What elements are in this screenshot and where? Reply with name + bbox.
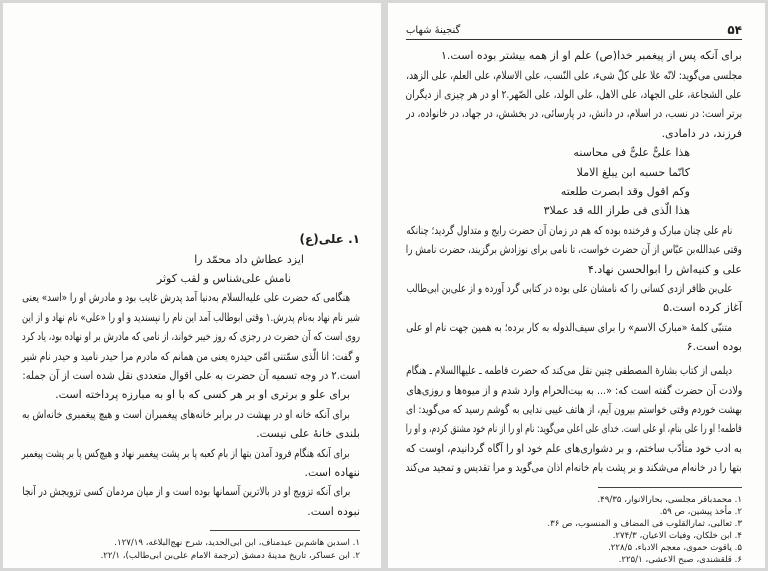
- footnote: [406, 494, 742, 506]
- text-line: [406, 458, 742, 477]
- line-text: برای علو و برتری او بر هر کسی که با او به مبارزه پرداخته است.: [55, 388, 350, 402]
- footnote: [406, 518, 742, 530]
- text-line: [22, 463, 360, 482]
- footnote-separator: [210, 530, 360, 531]
- line-text: برای آنکه تزویج او در بالاترین آسمانها بوده است و از میان مردمان کسی تزویجش در آنجا: [21, 485, 350, 499]
- text-line: [406, 318, 742, 337]
- text-line: [406, 439, 742, 458]
- line-text: نبوده است.: [307, 504, 360, 518]
- footnote: [22, 537, 360, 550]
- line-text: کانّما حسبه ابن یبلغ الاملا: [576, 165, 690, 179]
- footnote-text: ۶. قلقشندی، صبح الاعشی، ۲۲۵/۱.: [618, 555, 742, 565]
- text-line: [22, 482, 360, 501]
- line-text: بلندی خانهٔ علی نیست.: [256, 427, 360, 441]
- line-text: برای آنکه هنگام فرود آمدن بتها از بام کعبه پا بر پشت پیغمبر نهاد و هیچ‌کس پا بر پشت پیغمبر: [21, 446, 350, 460]
- verse-line: [22, 269, 360, 288]
- footnote-separator: [598, 487, 742, 488]
- verse-line: [22, 250, 360, 269]
- line-text: ایزد عطاش داد محمّد را: [194, 252, 304, 266]
- line-text: هنگامی که حضرت علی علیه‌السلام به‌دنیا آمد پدرش غایب بود و مادرش او را «اسد» یعنی: [22, 291, 350, 305]
- footnote: [406, 530, 742, 542]
- line-text: علی الشجاعة، علی الجهاد، علی الاهل، علی الولد، علی الصّهر.۲ او در هر چیزی از دیگران: [406, 88, 742, 102]
- line-text: به ادب خود متأدّب ساختم، و بر دشواری‌های علم خود او را آگاه گردانیدم، اوست که: [406, 441, 742, 455]
- text-line: [406, 221, 742, 240]
- page-header: [406, 22, 742, 38]
- text-line: [406, 298, 742, 317]
- line-text: است.۲ در وجه تسمیه آن حضرت به علی اقوال متعددی نقل شده است از آن جمله:: [22, 369, 360, 383]
- line-text: فرزند، در دامادی.: [661, 126, 742, 140]
- line-text: برای آنکه خانه او در بهشت در برابر خانه‌های پیغمبران است و هیچ پیغمبری خانه‌اش به: [22, 407, 350, 421]
- footnote-text: ۵. یاقوت حموی، معجم الادباء، ۲۲۸/۵.: [608, 543, 742, 553]
- verse-line: [406, 163, 742, 182]
- text-line: [22, 288, 360, 307]
- footnote: [406, 542, 742, 554]
- running-head: گنجینهٔ شهاب: [406, 24, 461, 36]
- line-text: ولادت آن حضرت گفته است که: «... به بیت‌الحرام وارد شدم و از میوه‌ها و روزی‌های: [405, 383, 742, 397]
- text-line: [406, 419, 742, 438]
- verse-line: [406, 182, 742, 201]
- text-line: [22, 327, 360, 346]
- footnote: [406, 554, 742, 566]
- text-line: [406, 400, 742, 419]
- footnote-text: ۳. ثعالبی، ثمارالقلوب فی المضاف و المنسوب، ص ۳۶.: [547, 519, 742, 529]
- footnotes: [22, 537, 360, 563]
- text-line: [22, 347, 360, 366]
- line-text: نامش علی‌شناس و لقب کوثر: [156, 272, 291, 286]
- section-heading-text: ۱. علی(ع): [299, 232, 360, 247]
- line-text: آغاز کرده است.۵: [663, 301, 742, 315]
- line-text: نام علی چنان مبارک و فرخنده بوده که هم در زمان آن حضرت رایج و متداول گردید؛ چنانکه: [405, 223, 732, 237]
- footnote-text: ۲. مأخذ پیشین، ص ۵۹.: [659, 507, 742, 517]
- line-text: هذا الّذی فی طراز الله قد عملا۳: [543, 204, 690, 218]
- footnotes: [406, 494, 742, 566]
- footnote-text: ۲. ابن عساکر، تاریخ مدینهٔ دمشق (ترجمة الامام علی‌بن ابی‌طالب)، ۲۲/۱.: [100, 550, 360, 561]
- footnote: [22, 550, 360, 563]
- verse-line: [406, 143, 742, 162]
- text-line: [406, 279, 742, 298]
- right-page: [388, 3, 765, 568]
- text-line: [22, 444, 360, 463]
- line-text: وکم اقول وقد ابصرت طلعته: [560, 185, 690, 199]
- text-line: [406, 85, 742, 104]
- line-text: روی است که آن حضرت در رجزی که روز خیبر خواند، از نامی که مادرش بر او نهاده بود، یاد کرد: [21, 330, 360, 344]
- line-text: وقتی عبدالله‌بن عبّاس از آن حضرت خواست، تا نامی برای نوزادش برگزیند، حضرت نامش را: [405, 243, 742, 257]
- text-line: [406, 337, 742, 356]
- section-heading: [22, 230, 360, 249]
- text-line: [406, 260, 742, 279]
- text-line: [406, 361, 742, 380]
- text-line: [406, 46, 742, 65]
- text-line: [406, 104, 742, 123]
- line-text: برای آنکه پس از پیغمبر خدا(ص) علم او از همه بیشتر بوده است.۱: [440, 49, 742, 63]
- body-text: [22, 230, 360, 521]
- verse-line: [406, 201, 742, 220]
- line-text: بوده است.۶: [686, 340, 742, 354]
- line-text: بهشت خوردم وقتی خواستم بیرون آیم، از هاتف غیبی ندایی به گوشم رسید که می‌گوید: ای: [406, 402, 742, 416]
- line-text: علی‌بن ظافر ازدی کسانی را که نامشان علی بوده در کتابی گرد آورده و از علی‌بن ابی‌طالب: [405, 281, 732, 295]
- line-text: دیلمی از کتاب بشارة المصطفی چنین نقل می‌کند که حضرت فاطمه ـ علیهاالسلام ـ هنگام: [406, 364, 732, 378]
- line-text: علی و کنیه‌اش را ابوالحسن نهاد.۴: [587, 262, 742, 276]
- line-text: متنبّی کلمهٔ «مبارک الاسم» را برای سیف‌الدوله به کار برده؛ به همین جهت نام او علی: [406, 320, 732, 334]
- body-text: [406, 46, 742, 477]
- footnote: [406, 506, 742, 518]
- text-line: [22, 366, 360, 385]
- text-line: [22, 308, 360, 327]
- text-line: [406, 124, 742, 143]
- footnote-text: ۱. محمدباقر مجلسی، بحارالانوار، ۴۹/۳۵.: [597, 495, 742, 505]
- page-number: ۵۴: [727, 23, 742, 37]
- text-line: [406, 240, 742, 259]
- text-line: [22, 385, 360, 404]
- footnote-text: ۱. اسدبن هاشم‌بن عبدمناف، ابن ابی‌الحدید، شرح نهج‌البلاغه، ۱۲۷/۱۹.: [114, 537, 360, 548]
- text-line: [406, 381, 742, 400]
- line-text: و گفت: انا الّذی سمّتنی امّی حیدره یعنی من همانم که مادرم مرا حیدر نامید و حیدر نام شیر: [22, 349, 360, 363]
- footnote-text: ۴. ابن خلکان، وفیات الاعیان، ۲۷۴/۳.: [612, 531, 742, 541]
- line-text: بتها را در خانه‌ام می‌شکند و بر پشت بام خانه‌ام اذان می‌گوید و مرا تقدیس و تمجید می‌کند: [406, 461, 742, 475]
- line-text: مجلسی می‌گوید: لانّه علا علی کلّ شیء، علی النّسب، علی الاسلام، علی العلم، علی الزهد،: [405, 68, 742, 82]
- line-text: برتر است: در نسب، در اسلام، در دانش، در پارسائی، در بخشش، در جهاد، در خانواده، در: [406, 107, 742, 121]
- text-line: [22, 502, 360, 521]
- line-text: فاطمه! او را علی بنام، او علی است. خدای علی اعلی می‌گوید: نام او را از نام خود مشتق کردم، و او را: [405, 422, 742, 436]
- line-text: هذا علیٌّ علیٌّ فی محاسنه: [573, 146, 690, 160]
- line-text: شیر نام نهاد به‌نام پدرش.۱ وقتی ابوطالب آمد این نام را نپسندید و او را «علی» نام نهاد و از این: [21, 310, 360, 324]
- text-line: [406, 66, 742, 85]
- line-text: ننهاده است.: [304, 465, 360, 479]
- header-rule: [406, 39, 742, 40]
